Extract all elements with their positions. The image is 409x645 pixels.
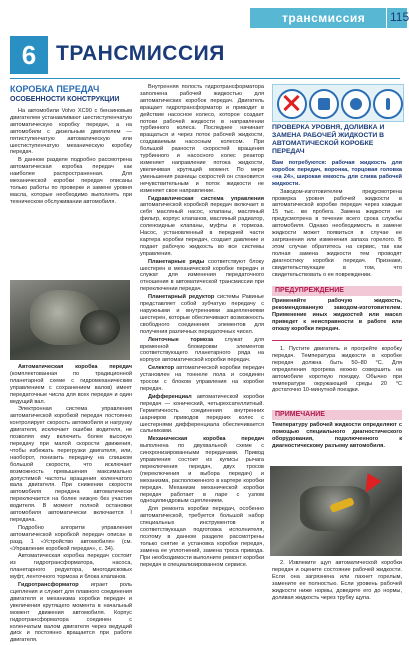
step-2-text [272, 560, 402, 601]
bold-term: Механическая коробка передач [148, 436, 264, 443]
section-title-gearbox: КОРОБКА ПЕРЕДАЧ [10, 84, 100, 94]
text: системы Равинье представляет собой зубчатую передачу с наружными и внутренними зацеплениями шестерен, которые обеспечивают возможность свободного соединения элементов для получения различных передаточных чисел. [140, 294, 264, 335]
left-column-text [10, 108, 132, 207]
bold-term: Гидравлическая система управления [148, 195, 264, 202]
paragraph [140, 259, 264, 294]
bold-term: Селектор [148, 365, 175, 372]
no-fire-icon [277, 89, 307, 119]
wrench-shape [386, 98, 390, 110]
tools-needed [272, 160, 402, 188]
warning-divider [272, 340, 402, 341]
paragraph [140, 294, 264, 335]
paragraph: Подробно алгоритм управления автоматической коробкой передач описан в разд. 1 «Устройство автомобиля» (см. «Управление коробкой передач», с. 34). [10, 524, 132, 552]
right-column-text [272, 160, 402, 279]
note-text [272, 422, 402, 451]
paragraph [140, 394, 264, 435]
chapter-number: 6 [10, 36, 48, 74]
gloves-icon [341, 89, 371, 119]
subsection-title-design: ОСОБЕННОСТИ КОНСТРУКЦИИ [10, 96, 120, 103]
paragraph [10, 582, 132, 644]
text: автоматической коробки передач установлен на тоннеле пола и соединен тросом с блоком управления на коробке передач. [140, 365, 264, 392]
bold-term: Дифференциал [148, 393, 192, 400]
paragraph: Внутренняя полость гидротрансформатора заполнена рабочей жидкостью для автоматических коробок передач. Двигатель вращает гидротрансформатор и приводит в действие насосное колесо, которое создает потоки рабочей жидкости в направлении турбинного колеса. Последнее начинает вращаться и через поток рабочей жидкости, создаваемым насосным колесом. При большой разности скоростей вращения турбинного и насосного колес реактор изменяет направление потока жидкости, увеличивая крутящий момент. По мере уменьшения разницы скоростей он становится нечувствительным и поток жидкости не изменяет свое направление. [140, 84, 264, 194]
paragraph: Автоматическая коробка передач состоит из гидротрансформатора, насоса, планетарного редуктора, многодисковых муфт, ленточного тормоза и блока клапанов. [10, 553, 132, 581]
warning-symbols [272, 84, 404, 122]
dipstick-handle [329, 497, 354, 513]
paragraph: 2. Извлеките щуп автоматической коробки передач и оцените состояние рабочей жидкости. Если она загрязнена или пахнет горелым, замените ее полностью. Если уровень рабочей жидкости ниже нормы, доведите его до нормы, доливая жидкость через трубку щупа. [272, 560, 402, 601]
paragraph [140, 196, 264, 258]
paragraph: Электронная система управления автоматической коробкой передач постоянно контролирует скорость автомобиля и нагрузку двигателя, исключает ошибки водителя, не позволяя ему включить более высокую передачу при малой скорости движения, чтобы избежать перегрузки двигателя, или, наоборот, понизить передачу на слишком большой скорости, что исключает возможность превышения максимально допустимой частоты вращения коленчатого вала двигателя. При снижении скорости автомобиля передача автоматически переключается на более низкую без участия водителя. В момент полной остановки автомобиля автоматически включается I передача. [10, 406, 132, 523]
paragraph [140, 365, 264, 393]
paragraph [10, 364, 132, 405]
paragraph [140, 337, 264, 365]
bold-term: Гидротрансформатор [18, 582, 79, 589]
page-header [0, 0, 407, 32]
text: (комплектованная по традиционной планетарной схеме с гидромеханическим управлением с сохранением валов) имеет передаточные числа для всех передач и один ведущий вал. [10, 370, 132, 405]
warning-header [272, 286, 402, 296]
note-label: ПРИМЕЧАНИЕ [275, 411, 325, 418]
text: автоматической коробки передач — конический, четырехсателлитный. Герметичность соединения внутренних шарниров приводов передних колес с шестернями дифференциала обеспечивается сальниками. [140, 393, 264, 435]
left-column-text-2 [10, 364, 132, 645]
paragraph: В данном разделе подробно рассмотрена автоматическая коробка передач как наиболее распространенная. Для механической коробки передач описаны только работы по проверке и замене уровня масла, которые необходимо выполнять при техническом обслуживании автомобиля. [10, 157, 132, 205]
dipstick-photo [270, 466, 402, 556]
text: играет роль сцепления и служит для плавного соединения двигателя и механизма коробки передач и увеличения крутящего момента в начальный момент движения автомобиля. Корпус гидротрансформатора соединен с коленчатым валом двигателя через ведущий диск и постоянно вращается при работе двигателя. [10, 582, 132, 644]
paragraph: Применяйте рабочую жидкость, рекомендованную заводом-изготовителем. Применение иных жидкостей или масел приведет к неисправности в работе или отказу коробки передач. [272, 298, 402, 332]
paragraph: 1. Пустите двигатель и прогрейте коробку передач. Температура жидкости в коробке передач должна быть 50–80 °С. Для определения прогрева можно совершить на автомобиле короткую поездку. Обычно при температуре окружающей среды 20 °С достаточно 10-минутной поездки. [272, 346, 402, 394]
step-1-text [272, 346, 402, 395]
bold-term: Ленточные тормоза [148, 336, 214, 343]
paragraph: Температуру рабочей жидкости определяют с помощью специального диагностического оборудования, подключенного к диагностическому разъему автомобиля. [272, 422, 402, 449]
gearbox-photo [10, 280, 130, 360]
warning-text [272, 298, 402, 334]
wrench-icon [373, 89, 403, 119]
middle-column-text [140, 84, 264, 570]
paragraph [140, 436, 264, 505]
bold-term: Вам потребуются: рабочая жидкость для коробок передач, воронка, торцовая головка «на 24», широкая емкость для слива рабочей жидкости. [272, 160, 402, 187]
chapter-rule [10, 78, 400, 79]
chapter-title: ТРАНСМИССИЯ [56, 42, 225, 65]
note-header [272, 410, 402, 420]
header-separator [386, 8, 387, 28]
section-title-fluid-check: ПРОВЕРКА УРОВНЯ, ДОЛИВКА И ЗАМЕНА РАБОЧЕЙ ЖИДКОСТИ В АВТОМАТИЧЕСКОЙ КОРОБКЕ ПЕРЕДАЧ [272, 124, 385, 155]
bold-term: Планетарные ряды [148, 258, 205, 265]
gloves-shape [350, 98, 362, 110]
bold-term: Автоматическая коробка передач [18, 364, 132, 370]
text: автоматической коробкой передач включает в себя масляный насос, клапаны, масляный фильтр, корпус клапанов, масляный радиатор, соленоидные клапаны, муфты и тормоза. Насос, установленный в передней части картера коробки передач, создает давление и подает рабочую жидкость во все системы управления. [140, 202, 264, 257]
paragraph: Заводом-изготовителем предусмотрена проверка уровня рабочей жидкости в автоматической коробке передач через каждые 15 тыс. км пробега. Замена жидкости не предусмотрена в течение всего срока службы автомобиля. Однако необходимость в замене жидкости может появиться в случае ее загрязнения или изменения запаха горелого. В этом случае обратитесь на сервис, так как полная замена жидкости тем проводят диагностику коробки передач. Признаки, свидетельствующие в том, что свидетельствовать о ее повреждении. [272, 188, 402, 278]
text: соответствуют блоку шестерен в механической коробке передач и служат для изменения передаточного отношения в автоматической трансмиссии при переключении передач. [140, 258, 264, 293]
bold-term: Планетарный редуктор [148, 294, 215, 301]
paragraph: Для ремонта коробки передач, особенно автоматической, требуется большой набор специальных инструментов и соответствующая подготовка исполнителя, поэтому в данном разделе рассмотрены только снятие и установка коробки передач, замена ее уплотнений, замена троса привода. При необходимости выполните ремонт коробки передач в специализированном сервисе. [140, 506, 264, 568]
oil-can-icon [309, 89, 339, 119]
paragraph: На автомобили Volvo XC90 с бензиновым двигателем устанавливают шестиступенчатую автоматическую коробку передач, а на автомобили с дизельным двигателем — пятиступенчатую автоматическую или шестиступенчатую механическую коробку передач. [10, 108, 132, 156]
red-arrow-icon [359, 473, 382, 497]
text: выполнена по двухвальной схеме с синхронизированными передачами. Привод управления состоит из кулисы рычага переключения передач, двух тросов (переключения и выбора передач) и механизма, расположенного в картере коробки передач. Механизм механической коробки передач работает в паре с узлом одноцилиндровым сцеплением. [140, 443, 264, 505]
text: служат для временной блокировки элементов соответствующего планетарного ряда на корпусе автоматической коробки передач. [140, 336, 264, 364]
page-number: 115 [390, 10, 409, 24]
running-head: трансмиссия [282, 11, 366, 25]
oil-can-shape [318, 98, 330, 110]
warning-label: ПРЕДУПРЕЖДЕНИЕ [275, 287, 344, 294]
